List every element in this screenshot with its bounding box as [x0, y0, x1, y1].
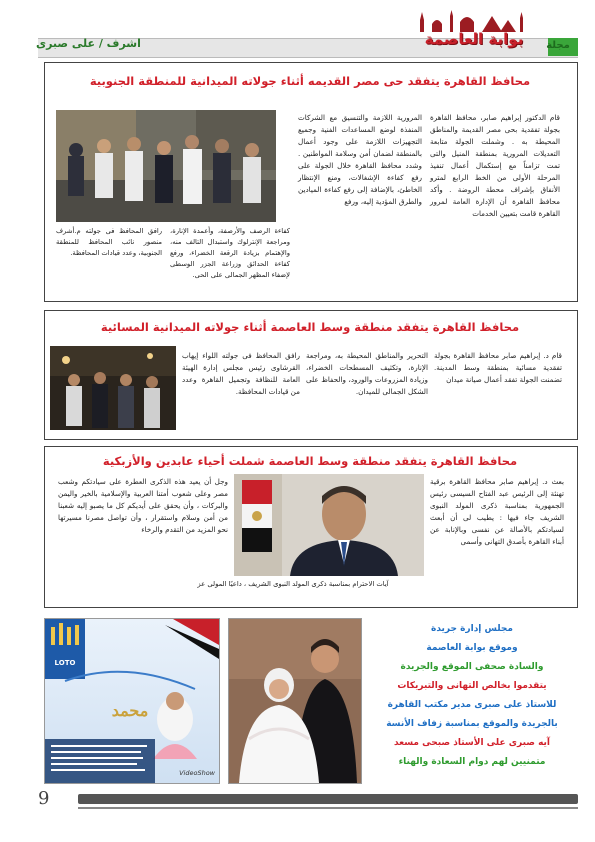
- greeting-line: يتقدموا بخالص التهانى والتبريكات: [397, 681, 547, 691]
- greeting-line: متمنيين لهم دوام السعادة والهناء: [398, 757, 546, 767]
- logo-text: بوابة العاصمة: [424, 30, 524, 48]
- section-label: مجلة: [546, 40, 570, 51]
- ad-banner: [44, 618, 220, 784]
- article-2-photo: [50, 346, 176, 430]
- ad-script: محمد: [111, 701, 149, 720]
- greeting-line: آيه صبرى على الأستاذ صبحى مسعد: [393, 738, 550, 748]
- article-2-title: محافظ القاهرة يتفقد منطقة وسط العاصمة أثناء جولاته الميدانية المسائية: [100, 320, 520, 334]
- wedding-photo: [228, 618, 362, 784]
- ad-watermark: VideoShow: [179, 769, 215, 777]
- greeting-block: [366, 620, 578, 780]
- article-1-col-left-bottom: رافق المحافظ فى جولته م.أشرف منصور نائب المحافظ للمنطقة الجنوبية، وعدد قيادات المحافظة.: [56, 227, 162, 257]
- article-3-col-right: بعث د. إبراهيم صابر محافظ القاهرة برقية تهنئة إلى الرئيس عبد الفتاح السيسى رئيس الجمهورية بمناسبة ذكرى المولد النبوى الشريف جاء فيها : يطيب لى أن أبعث لسيادتكم بالأصالة عن نفسى وبالإنابة عن أبناء القاهرة بأصدق التهانى وأسمى: [430, 477, 564, 546]
- article-3-photo: [234, 474, 424, 576]
- article-1-title: محافظ القاهرة يتفقد حى مصر القديمه أثناء جولاته الميدانية للمنطقة الجنوبية: [89, 74, 531, 88]
- site-logo: [410, 10, 538, 56]
- greeting-line: للاستاذ على صبرى مدير مكتب القاهرة: [387, 700, 557, 710]
- article-2-col-right: قام د. إبراهيم صابر محافظ القاهرة بجولة تفقدية مسائية بمنطقة وسط المدينة. تضمنت الجولة تفقد أعمال صيانة ميدان: [434, 351, 562, 384]
- footer-rule: [78, 807, 578, 809]
- article-1-photo: [56, 110, 276, 222]
- page-number: 9: [38, 788, 50, 809]
- footer-bar: [78, 794, 578, 804]
- author-byline: اشرف / على صبرى: [36, 37, 141, 50]
- greeting-line: بالجريدة والموقع بمناسبة زفاف الأنسة: [386, 719, 558, 729]
- article-1-col-right: قام الدكتور إبراهيم صابر، محافظ القاهرة بجولة تفقدية بحى مصر القديمة والمناطق المحيطة به . وشملت الجولة متابعة التعديلات المرورية بمنطقة المنيل والتى تمت تزامناً مع إستكمال أعمال تنفيذ المرحلة الأولى من الخط الرابع لمترو الأنفاق بإشراف محطة الروضة . وأكد محافظ القاهرة أن الإدارة العامة لمرور القاهرة قامت بتعيين الخدمات: [430, 113, 560, 218]
- article-3-title: محافظ القاهرة يتفقد منطقة وسط العاصمة شملت أحياء عابدين والأزبكية: [102, 454, 518, 468]
- article-1-col-left-top: كفاءة الرصف والأرصفة، وأعمدة الإنارة، ومراجعة الإنترلوك واستبدال التالف منه، والإهتمام بزيادة الرقعة الخضراء، ورفع كفاءة الحدائق وزراعة الجزر الوسطى لإضفاء المظهر الجمالى على الحى.: [170, 227, 290, 279]
- article-2-col-mid: التحرير والمناطق المحيطة به، ومراجعة الإنارة، وتكثيف المسطحات الخضراء، وزيادة المزروعات والورود، والحفاظ على الشكل الجمالى للميدان.: [306, 351, 428, 396]
- ad-badge: LOTO: [54, 659, 76, 667]
- greeting-line: مجلس إدارة جريدة: [431, 624, 513, 634]
- greeting-line: وموقع بوابة العاصمة: [426, 643, 518, 653]
- article-1-col-mid: المرورية اللازمة والتنسيق مع الشركات المنفذة لوضع المساعدات الفنية وجميع التجهيزات اللازمة على وجود أعمال بالمنطقة لضمان أمن وسلامة المواطنين . وشدد محافظ القاهرة خلال الجولة على رفع كفاءة الإشغالات، ومنع الإنتظار الخاطئ، بالإضافة إلى رفع كفاءة الميادين والطرق المؤدية إليه، ورفع: [298, 113, 422, 206]
- article-3-caption: آيات الاحترام بمناسبة ذكرى المولد النبوى الشريف ، داعيًا المولى عز: [197, 580, 389, 588]
- article-3-col-left: وجل أن يعيد هذه الذكرى العطرة على سيادتكم وشعب مصر وعلى شعوب أمتنا العربية والإسلامية بالخير واليمن والبركات ، وأن يحقق على أيديكم كل ما يصبو إليه شعبنا من أمن وسلام واستقرار ، وأن تواصل مصرنا مسيرتها نحو المزيد من التقدم والرخاء: [58, 477, 228, 534]
- article-2-col-left: رافق المحافظ فى جولته اللواء إيهاب القرشاوى رئيس مجلس إدارة الهيئة العامة للنظافة وتجميل القاهرة وعدد من قيادات المحافظة.: [182, 351, 300, 396]
- greeting-line: والسادة صحفى الموقع والجريدة: [400, 662, 544, 672]
